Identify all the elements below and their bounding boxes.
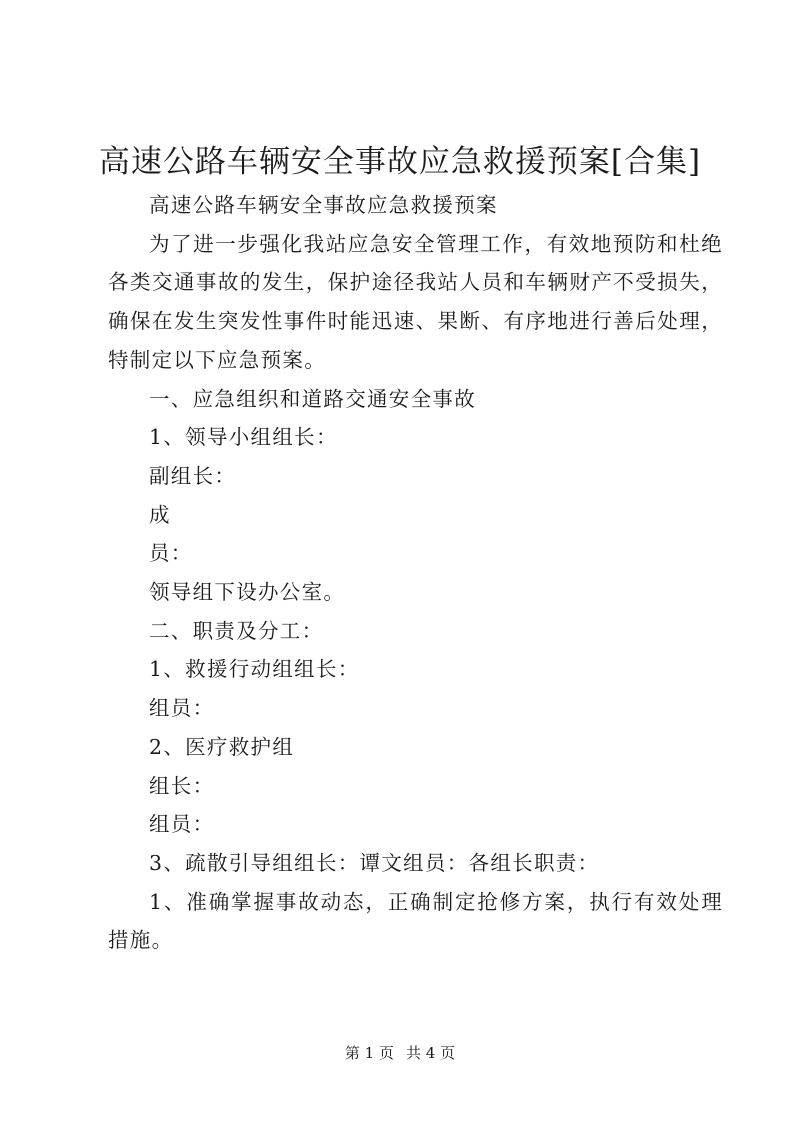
paragraph: 成 — [149, 502, 171, 527]
page-number: 第 1 页 — [344, 1044, 394, 1062]
paragraph: 1、领导小组组长： — [149, 425, 338, 450]
paragraph: 3、疏散引导组组长：谭文组员：各组长职责： — [149, 850, 600, 875]
paragraph: 组员： — [149, 812, 215, 837]
paragraph: 员： — [149, 541, 193, 566]
paragraph: 领导组下设办公室。 — [149, 580, 346, 605]
section-heading: 一、应急组织和道路交通安全事故 — [149, 386, 476, 411]
paragraph: 2、医疗救护组 — [149, 734, 295, 759]
page-footer — [0, 1043, 800, 1063]
page-total: 共 4 页 — [406, 1044, 456, 1062]
paragraph: 为了进一步强化我站应急安全管理工作，有效地预防和杜绝各类交通事故的发生，保护途径我站人员和车辆财产不受损失，确保在发生突发性事件时能迅速、果断、有序地进行善后处理，特制定以下应急预案。 — [108, 231, 723, 372]
paragraph: 1、救援行动组组长： — [149, 657, 360, 682]
paragraph: 组长： — [149, 773, 215, 798]
paragraph: 组员： — [149, 696, 215, 721]
paragraph: 高速公路车辆安全事故应急救援预案 — [149, 193, 498, 217]
paragraph: 副组长： — [149, 463, 237, 488]
document-body — [108, 186, 723, 960]
paragraph: 1、准确掌握事故动态，正确制定抢修方案，执行有效处理措施。 — [108, 889, 723, 953]
document-title: 高速公路车辆安全事故应急救援预案[合集] — [98, 144, 702, 180]
section-heading: 二、职责及分工： — [149, 618, 324, 643]
